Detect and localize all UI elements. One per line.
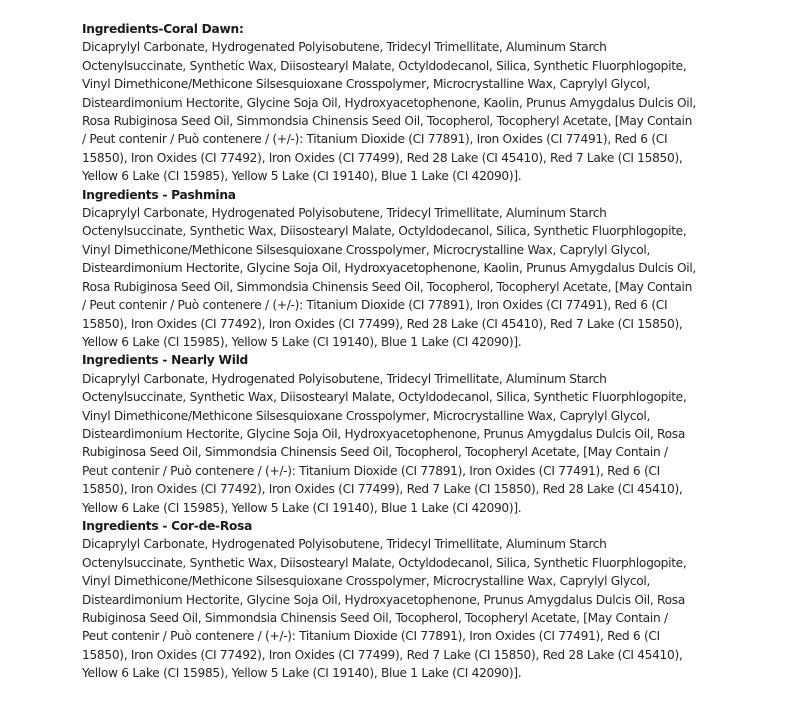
ingredients-line: Peut contenir / Può contenere / (+/-): Titanium Dioxide (CI 77891), Iron Oxides (CI 77491), Red 6 (CI: [82, 463, 660, 478]
ingredients-line: / Peut contenir / Può contenere / (+/-): Titanium Dioxide (CI 77891), Iron Oxides (CI 77491), Red 6 (CI: [82, 132, 668, 147]
ingredients-line: 15850), Iron Oxides (CI 77492), Iron Oxides (CI 77499), Red 28 Lake (CI 45410), Red 7 Lake (CI 15850),: [82, 150, 683, 165]
section-heading: Ingredients - Pashmina: [82, 187, 236, 202]
section-heading: Ingredients - Cor-de-Rosa: [82, 518, 253, 533]
ingredients-section-cor-de-rosa: [82, 517, 742, 683]
ingredients-line: Rosa Rubiginosa Seed Oil, Simmondsia Chinensis Seed Oil, Tocopherol, Tocopheryl Acetate, [May Contain: [82, 114, 693, 129]
ingredients-line: Yellow 6 Lake (CI 15985), Yellow 5 Lake (CI 19140), Blue 1 Lake (CI 42090)].: [82, 334, 522, 349]
ingredients-section-nearly-wild: [82, 351, 742, 517]
ingredients-line: Vinyl Dimethicone/Methicone Silsesquioxane Crosspolymer, Microcrystalline Wax, Caprylyl Glycol,: [82, 77, 651, 92]
ingredients-line: 15850), Iron Oxides (CI 77492), Iron Oxides (CI 77499), Red 7 Lake (CI 15850), Red 28 Lake (CI 45410),: [82, 647, 683, 662]
ingredients-list: [82, 535, 742, 682]
ingredients-line: Disteardimonium Hectorite, Glycine Soja Oil, Hydroxyacetophenone, Prunus Amygdalus Dulcis Oil, Rosa: [82, 592, 686, 607]
ingredients-line: Peut contenir / Può contenere / (+/-): Titanium Dioxide (CI 77891), Iron Oxides (CI 77491), Red 6 (CI: [82, 629, 660, 644]
ingredients-line: Dicaprylyl Carbonate, Hydrogenated Polyisobutene, Tridecyl Trimellitate, Aluminum Starch: [82, 371, 607, 386]
ingredients-list: [82, 204, 742, 351]
ingredients-section-coral-dawn: [82, 20, 742, 186]
ingredients-list: [82, 370, 742, 517]
ingredients-document: [82, 20, 742, 683]
ingredients-line: Disteardimonium Hectorite, Glycine Soja Oil, Hydroxyacetophenone, Kaolin, Prunus Amygdalus Dulcis Oil,: [82, 261, 696, 276]
ingredients-line: Vinyl Dimethicone/Methicone Silsesquioxane Crosspolymer, Microcrystalline Wax, Caprylyl Glycol,: [82, 408, 651, 423]
ingredients-line: Dicaprylyl Carbonate, Hydrogenated Polyisobutene, Tridecyl Trimellitate, Aluminum Starch: [82, 206, 607, 221]
ingredients-line: Octenylsuccinate, Synthetic Wax, Diisostearyl Malate, Octyldodecanol, Silica, Synthetic Fluorphlogopite,: [82, 58, 687, 73]
ingredients-section-pashmina: [82, 186, 742, 352]
ingredients-line: Yellow 6 Lake (CI 15985), Yellow 5 Lake (CI 19140), Blue 1 Lake (CI 42090)].: [82, 666, 522, 681]
ingredients-line: Octenylsuccinate, Synthetic Wax, Diisostearyl Malate, Octyldodecanol, Silica, Synthetic Fluorphlogopite,: [82, 390, 687, 405]
ingredients-line: Vinyl Dimethicone/Methicone Silsesquioxane Crosspolymer, Microcrystalline Wax, Caprylyl Glycol,: [82, 242, 651, 257]
ingredients-line: Yellow 6 Lake (CI 15985), Yellow 5 Lake (CI 19140), Blue 1 Lake (CI 42090)].: [82, 500, 522, 515]
ingredients-list: [82, 38, 742, 185]
ingredients-line: Rubiginosa Seed Oil, Simmondsia Chinensis Seed Oil, Tocopherol, Tocopheryl Acetate, [May Contain /: [82, 445, 668, 460]
ingredients-line: Dicaprylyl Carbonate, Hydrogenated Polyisobutene, Tridecyl Trimellitate, Aluminum Starch: [82, 40, 607, 55]
ingredients-line: Rubiginosa Seed Oil, Simmondsia Chinensis Seed Oil, Tocopherol, Tocopheryl Acetate, [May Contain /: [82, 611, 668, 625]
ingredients-line: Disteardimonium Hectorite, Glycine Soja Oil, Hydroxyacetophenone, Prunus Amygdalus Dulcis Oil, Rosa: [82, 426, 686, 441]
ingredients-line: Vinyl Dimethicone/Methicone Silsesquioxane Crosspolymer, Microcrystalline Wax, Caprylyl Glycol,: [82, 574, 651, 589]
ingredients-line: Octenylsuccinate, Synthetic Wax, Diisostearyl Malate, Octyldodecanol, Silica, Synthetic Fluorphlogopite,: [82, 555, 687, 570]
section-heading: Ingredients - Nearly Wild: [82, 353, 249, 368]
ingredients-line: Disteardimonium Hectorite, Glycine Soja Oil, Hydroxyacetophenone, Kaolin, Prunus Amygdalus Dulcis Oil,: [82, 95, 696, 110]
ingredients-line: Yellow 6 Lake (CI 15985), Yellow 5 Lake (CI 19140), Blue 1 Lake (CI 42090)].: [82, 169, 522, 184]
ingredients-line: 15850), Iron Oxides (CI 77492), Iron Oxides (CI 77499), Red 28 Lake (CI 45410), Red 7 Lake (CI 15850),: [82, 316, 683, 331]
ingredients-line: Dicaprylyl Carbonate, Hydrogenated Polyisobutene, Tridecyl Trimellitate, Aluminum Starch: [82, 537, 607, 552]
ingredients-line: 15850), Iron Oxides (CI 77492), Iron Oxides (CI 77499), Red 7 Lake (CI 15850), Red 28 Lake (CI 45410),: [82, 482, 683, 497]
ingredients-line: Rosa Rubiginosa Seed Oil, Simmondsia Chinensis Seed Oil, Tocopherol, Tocopheryl Acetate, [May Contain: [82, 279, 693, 294]
ingredients-line: / Peut contenir / Può contenere / (+/-): Titanium Dioxide (CI 77891), Iron Oxides (CI 77491), Red 6 (CI: [82, 298, 668, 313]
section-heading: Ingredients-Coral Dawn:: [82, 22, 244, 36]
ingredients-line: Octenylsuccinate, Synthetic Wax, Diisostearyl Malate, Octyldodecanol, Silica, Synthetic Fluorphlogopite,: [82, 224, 687, 239]
